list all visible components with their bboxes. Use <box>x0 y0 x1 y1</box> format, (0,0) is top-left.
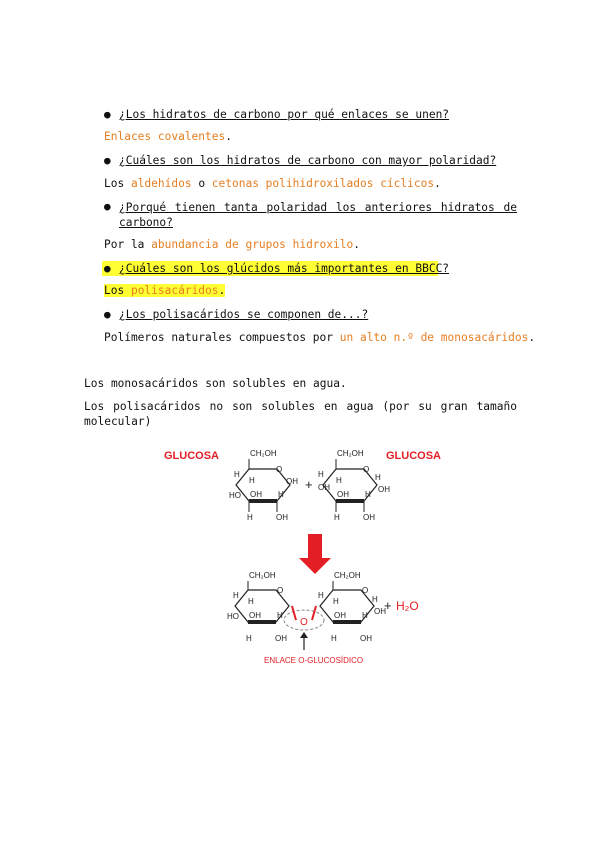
ch2oh: CH₂OH <box>249 571 276 580</box>
h-atom: H <box>362 611 368 620</box>
ho-atom: HO <box>227 612 239 621</box>
answer-2-cetonas: cetonas polihidroxilados cíclicos <box>211 177 435 190</box>
answer-5-part: Polímeros naturales compuestos por <box>104 331 340 344</box>
h-atom: H <box>318 470 324 479</box>
h-atom: H <box>248 597 254 606</box>
answer-2-aldehidos: aldehídos <box>130 177 192 190</box>
answer-3 <box>104 238 360 251</box>
h-atom: H <box>318 591 324 600</box>
question-4: ¿Cuáles son los glúcidos más importantes en BBCC? <box>119 262 450 275</box>
answer-4 <box>104 284 225 297</box>
ch2oh-left: CH₂OH <box>250 449 277 458</box>
bond-label: ENLACE O-GLUCOSÍDICO <box>264 656 364 665</box>
bridge-oxygen: O <box>300 617 308 628</box>
pointer-arrow-icon <box>300 632 308 638</box>
oh-atom: OH <box>275 634 287 643</box>
h-atom: H <box>233 591 239 600</box>
o-left: O <box>276 465 283 474</box>
oh-atom: OH <box>337 490 349 499</box>
question-1: ¿Los hidratos de carbono por qué enlaces se unen? <box>119 108 450 121</box>
bullet: ● <box>104 308 111 321</box>
answer-1-end: . <box>225 130 232 143</box>
answer-4-highlight: polisacáridos <box>130 284 219 297</box>
o-atom: O <box>363 465 370 474</box>
bullet: ● <box>104 262 111 275</box>
h-atom: H <box>277 611 283 620</box>
oh-atom: OH <box>286 477 298 486</box>
o-atom: O <box>277 586 284 595</box>
oh-atom: OH <box>378 485 390 494</box>
bullet: ● <box>104 154 111 167</box>
answer-1 <box>104 130 232 143</box>
oh-atom: OH <box>249 611 261 620</box>
glucose-ring-left <box>229 449 298 522</box>
h-atom: H <box>336 476 342 485</box>
answer-3-part: Por la <box>104 238 152 251</box>
h-atom: H <box>247 513 253 522</box>
paragraph-2: Los polisacáridos no son solubles en agua (por su gran tamaño molecular) <box>84 400 517 428</box>
h-atom: H <box>249 476 255 485</box>
answer-5-part: . <box>528 331 536 344</box>
ho-atom: HO <box>229 491 241 500</box>
bullet: ● <box>104 200 111 213</box>
answer-2-part: o <box>191 177 212 190</box>
o-atom: O <box>362 586 369 595</box>
paragraph-1: Los monosacáridos son solubles en agua. <box>84 377 347 390</box>
answer-2-part: . <box>434 177 441 190</box>
ch2oh: CH₂OH <box>334 571 361 580</box>
disaccharide <box>227 571 419 665</box>
h-atom: H <box>331 634 337 643</box>
red-arrow-icon <box>299 534 331 574</box>
oh-atom: OH <box>363 513 375 522</box>
label-glucosa-right: GLUCOSA <box>386 450 441 462</box>
h-atom: H <box>234 470 240 479</box>
h-atom: H <box>334 513 340 522</box>
answer-5 <box>104 331 535 344</box>
h-atom: H <box>372 595 378 604</box>
oh-atom: OH <box>318 483 330 492</box>
answer-3-highlight: abundancia de grupos hidroxilo <box>151 238 354 251</box>
h-atom: H <box>278 490 284 499</box>
answer-2 <box>104 177 441 190</box>
answer-4-part: . <box>218 284 226 297</box>
label-glucosa-left: GLUCOSA <box>164 450 219 462</box>
h-atom: H <box>375 473 381 482</box>
glucose-condensation-figure <box>0 440 599 700</box>
bullet: ● <box>104 108 111 121</box>
oh-atom: OH <box>360 634 372 643</box>
oh-atom: OH <box>334 611 346 620</box>
answer-4-part: Los <box>104 284 131 297</box>
answer-3-part: . <box>353 238 360 251</box>
question-5: ¿Los polisacáridos se componen de...? <box>119 308 369 321</box>
water-label: H₂O <box>396 599 419 613</box>
glucose-ring-right <box>318 449 390 522</box>
oh-atom: OH <box>374 607 386 616</box>
plus-sign-2: + <box>384 598 392 613</box>
plus-sign: + <box>305 477 313 492</box>
question-3: ¿Porqué tienen tanta polaridad los anteriores hidratos de carbono? <box>119 201 517 229</box>
answer-5-highlight: un alto n.º de monosacáridos <box>339 331 529 344</box>
h-atom: H <box>333 597 339 606</box>
h-atom: H <box>365 490 371 499</box>
h-atom: H <box>246 634 252 643</box>
ch2oh-right: CH₂OH <box>337 449 364 458</box>
answer-2-part: Los <box>104 177 131 190</box>
oh-atom: OH <box>250 490 262 499</box>
answer-1-highlight: Enlaces covalentes <box>104 130 226 143</box>
question-2: ¿Cuáles son los hidratos de carbono con mayor polaridad? <box>119 154 497 167</box>
oh-atom: OH <box>276 513 288 522</box>
